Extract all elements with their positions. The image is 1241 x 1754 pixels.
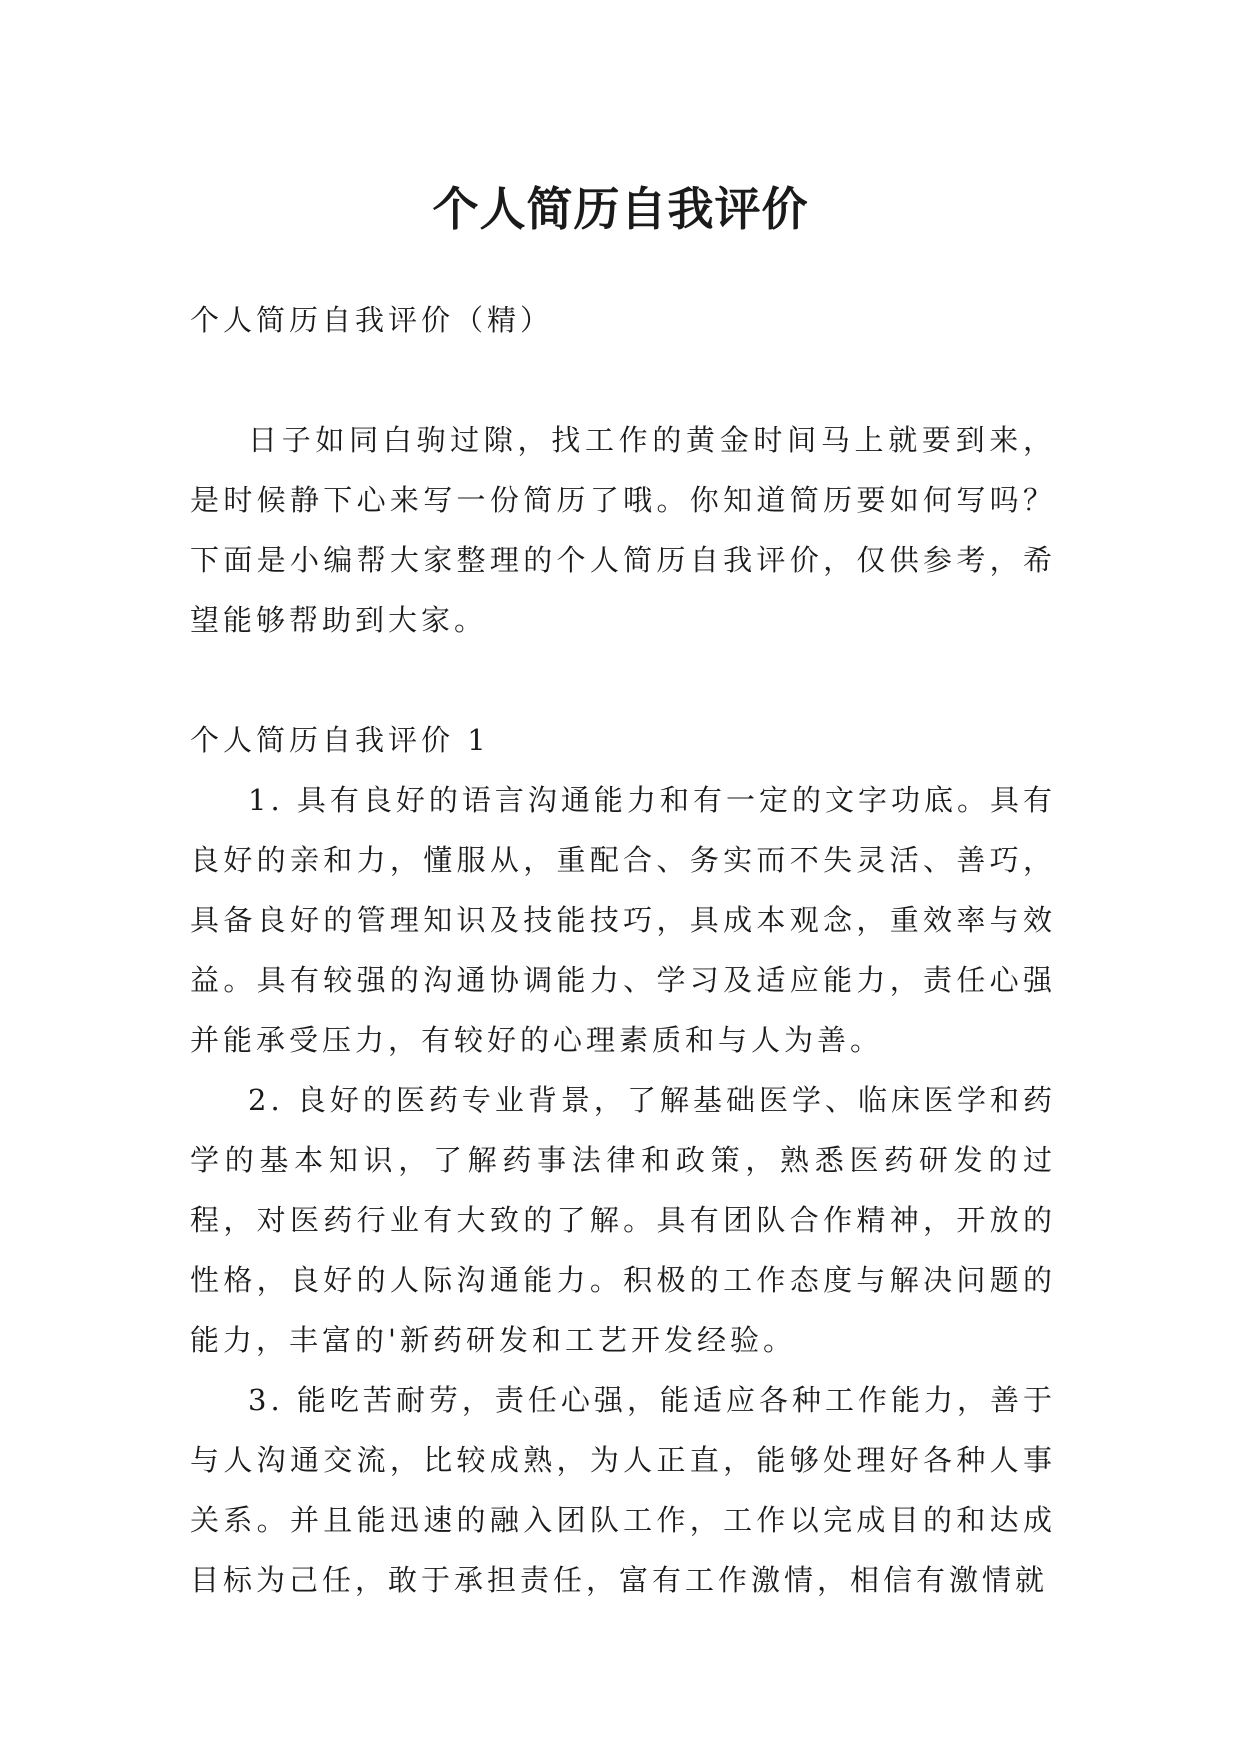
evaluation-item-1: 1. 具有良好的语言沟通能力和有一定的文字功底。具有良好的亲和力，懂服从，重配合、务实而不失灵活、善巧，具备良好的管理知识及技能技巧，具成本观念，重效率与效益。具有较强的沟通协调能力、学习及适应能力，责任心强并能承受压力，有较好的心理素质和与人为善。 (190, 783, 1056, 1057)
section-heading: 个人简历自我评价 1 (190, 723, 490, 757)
document-title: 个人简历自我评价 (432, 181, 809, 236)
evaluation-item-3: 3. 能吃苦耐劳，责任心强，能适应各种工作能力，善于与人沟通交流，比较成熟，为人正直，能够处理好各种人事关系。并且能迅速的融入团队工作，工作以完成目的和达成目标为己任，敢于承担责任，富有工作激情，相信有激情就 (190, 1383, 1056, 1597)
document-body (190, 290, 1056, 1610)
intro-paragraph: 日子如同白驹过隙，找工作的黄金时间马上就要到来，是时候静下心来写一份简历了哦。你知道简历要如何写吗？下面是小编帮大家整理的个人简历自我评价，仅供参考，希望能够帮助到大家。 (190, 423, 1056, 637)
document-subtitle: 个人简历自我评价（精） (190, 303, 554, 337)
evaluation-item-2: 2. 良好的医药专业背景，了解基础医学、临床医学和药学的基本知识，了解药事法律和政策，熟悉医药研发的过程，对医药行业有大致的了解。具有团队合作精神，开放的性格，良好的人际沟通能力。积极的工作态度与解决问题的能力，丰富的'新药研发和工艺开发经验。 (190, 1083, 1056, 1357)
